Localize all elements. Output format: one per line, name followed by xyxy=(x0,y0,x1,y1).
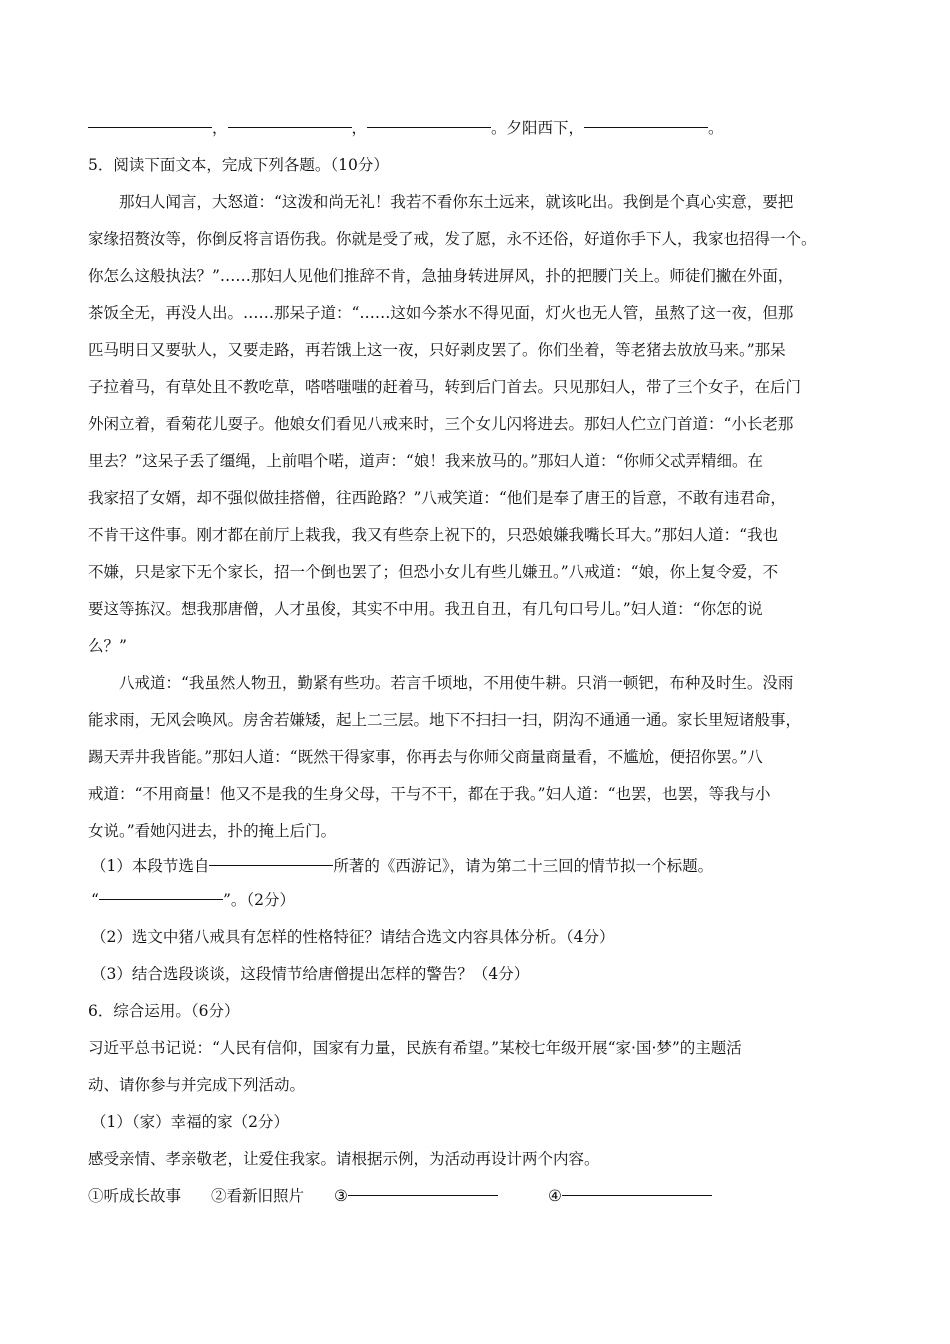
question-6-intro-line: 动、请你参与并完成下列活动。 xyxy=(88,1076,306,1094)
passage-line: 戒道：“不用商量！他又不是我的生身父母，干与不干，都在于我。”妇人道：“也罢，也罢，等我与小 xyxy=(88,785,771,803)
question-5-heading: 5．阅读下面文本，完成下列各题。（10分） xyxy=(88,156,389,174)
question-6-sub-1-desc: 感受亲情、孝亲敬老，让爱住我家。请根据示例，为活动再设计两个内容。 xyxy=(88,1150,600,1168)
question-6-intro-line: 习近平总书记说：“人民有信仰，国家有力量，民族有希望。”某校七年级开展“家·国·梦”的主题活 xyxy=(88,1039,742,1057)
passage-line: 我家招了女婿，却不强似做挂搭僧，往西跄路？”八戒笑道：“他们是奉了唐王的旨意，不敢有违君命， xyxy=(88,489,786,507)
answer-blank[interactable] xyxy=(584,126,708,128)
activity-blank[interactable] xyxy=(562,1194,712,1196)
separator: 。 xyxy=(708,119,724,137)
passage-line: 么？” xyxy=(88,637,127,655)
passage-line: 匹马明日又要驮人，又要走路，再若饿上这一夜，只好剥皮罢了。你们坐着，等老猪去放放马来。”那呆 xyxy=(88,341,786,359)
title-blank[interactable] xyxy=(99,898,223,900)
passage-line: 八戒道：“我虽然人物丑，勤紧有些功。若言千顷地，不用使牛耕。只消一顿钯，布种及时生。没雨 xyxy=(119,674,794,692)
answer-blank-line xyxy=(88,110,868,147)
score-note: ”。（2分） xyxy=(222,891,295,909)
passage-line: 外闲立着，看菊花儿耍子。他娘女们看见八戒来时，三个女儿闪将进去。那妇人伫立门首道：“小长老那 xyxy=(88,415,794,433)
question-6-sub-1-title: （1）（家）幸福的家（2分） xyxy=(91,1113,289,1131)
passage-line: 能求雨，无风会唤风。房舍若嫌矮，起上二三层。地下不扫扫一扫，阴沟不通通一通。家长里短诸般事， xyxy=(88,711,802,729)
separator: ， xyxy=(212,119,228,137)
passage-paragraph-2 xyxy=(88,665,868,850)
question-5-sub-3: （3）结合选段谈谈，这段情节给唐僧提出怎样的警告？（4分） xyxy=(91,965,530,983)
passage-line: 你怎么这般执法？”……那妇人见他们推辞不肯，急抽身转进屏风，扑的把腰门关上。师徒们撇在外面， xyxy=(88,267,794,285)
activity-options xyxy=(88,1178,868,1215)
author-blank[interactable] xyxy=(209,864,333,866)
activity-option: ②看新旧照片 xyxy=(211,1187,305,1205)
exam-page xyxy=(88,110,868,1215)
passage-line: 踢天弄井我皆能。”那妇人道：“既然干得家事，你再去与你师父商量商量看，不尴尬，便招你罢。”八 xyxy=(88,748,763,766)
question-5-sub-1-title xyxy=(88,882,868,919)
activity-option: ①听成长故事 xyxy=(88,1187,182,1205)
passage-line: 里去？”这呆子丢了缰绳，上前唱个喏，道声：“娘！我来放马的。”那妇人道：“你师父忒弄精细。在 xyxy=(88,452,763,470)
passage-line: 女说。”看她闪进去，扑的掩上后门。 xyxy=(88,822,337,840)
activity-blank[interactable] xyxy=(348,1194,498,1196)
answer-blank[interactable] xyxy=(367,126,491,128)
passage-line: 家缘招赘汝等，你倒反将言语伤我。你就是受了戒，发了愿，永不还俗，好道你手下人，我家也招得一个。 xyxy=(88,230,817,248)
passage-line: 子拉着马，有草处且不教吃草，嗒嗒嗤嗤的赶着马，转到后门首去。只见那妇人，带了三个女子，在后门 xyxy=(88,378,802,396)
passage-line: 要这等拣汉。想我那唐僧，人才虽俊，其实不中用。我丑自丑，有几句口号儿。”妇人道：“你怎的说 xyxy=(88,600,763,618)
question-6-heading: 6．综合运用。（6分） xyxy=(88,1002,240,1020)
answer-blank[interactable] xyxy=(88,126,212,128)
passage-paragraph-1 xyxy=(88,184,868,665)
separator: 。夕阳西下， xyxy=(491,119,585,137)
answer-blank[interactable] xyxy=(228,126,352,128)
question-5-sub-1 xyxy=(88,850,868,882)
passage-line: 茶饭全无，再没人出。……那呆子道：“……这如今茶水不得见面，灯火也无人管，虽熬了这一夜，但那 xyxy=(88,304,794,322)
question-5-sub-2: （2）选文中猪八戒具有怎样的性格特征？请结合选文内容具体分析。（4分） xyxy=(91,928,615,946)
passage-line: 那妇人闻言，大怒道：“这泼和尚无礼！我若不看你东土远来，就该叱出。我倒是个真心实意，要把 xyxy=(119,193,794,211)
activity-option: ④ xyxy=(547,1187,562,1205)
quote-mark: “ xyxy=(91,891,99,909)
passage-line: 不肯干这件事。刚才都在前厅上栽我，我又有些奈上祝下的，只恐娘嫌我嘴长耳大。”那妇人道：“我也 xyxy=(88,526,779,544)
passage-line: 不嫌，只是家下无个家长，招一个倒也罢了；但恐小女儿有些儿嫌丑。”八戒道：“娘，你上复令爱，不 xyxy=(88,563,779,581)
separator: ， xyxy=(351,119,368,137)
activity-option: ③ xyxy=(334,1187,348,1205)
sub-question-text: 所著的《西游记》，请为第二十三回的情节拟一个标题。 xyxy=(333,857,714,875)
sub-question-text: （1）本段节选自 xyxy=(91,857,210,875)
